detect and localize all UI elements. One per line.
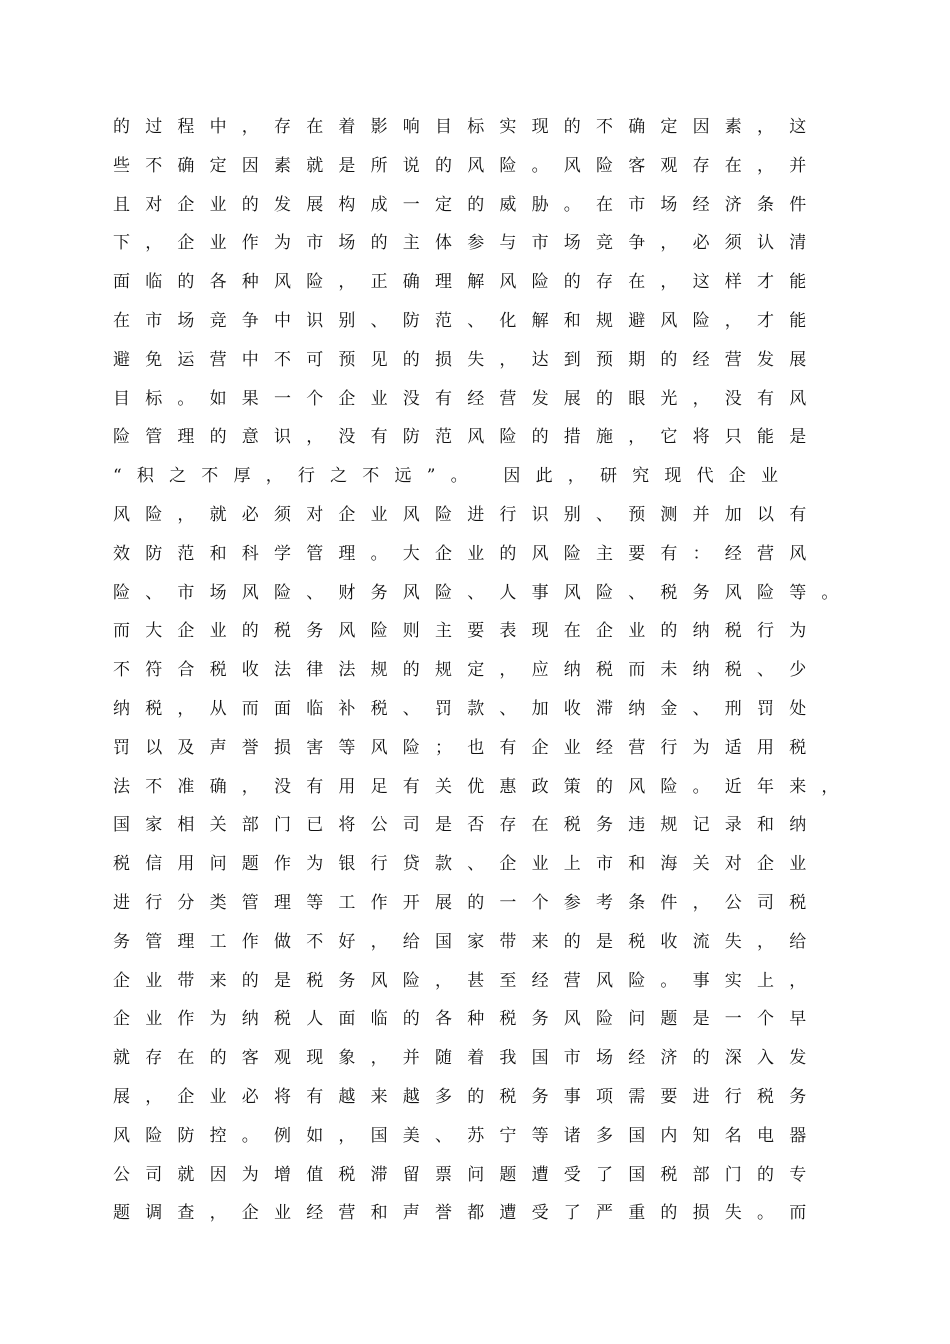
text-line: 险、市场风险、财务风险、人事风险、税务风险等。 bbox=[113, 582, 854, 603]
body-text bbox=[113, 112, 854, 1237]
text-line: 企业带来的是税务风险，甚至经营风险。事实上， bbox=[113, 970, 822, 991]
text-line: 纳税，从而面临补税、罚款、加收滞纳金、刑罚处 bbox=[113, 698, 822, 719]
text-line: 务管理工作做不好，给国家带来的是税收流失，给 bbox=[113, 931, 822, 952]
text-line: 国家相关部门已将公司是否存在税务违规记录和纳 bbox=[113, 815, 822, 836]
text-line: 罚以及声誉损害等风险；也有企业经营行为适用税 bbox=[113, 737, 822, 758]
text-line: 法不准确，没有用足有关优惠政策的风险。近年来， bbox=[113, 776, 854, 797]
text-line: 企业作为纳税人面临的各种税务风险问题是一个早 bbox=[113, 1009, 822, 1030]
text-line: 进行分类管理等工作开展的一个参考条件，公司税 bbox=[113, 892, 822, 913]
text-line: 的过程中，存在着影响目标实现的不确定因素，这 bbox=[113, 117, 822, 137]
text-line: 面临的各种风险，正确理解风险的存在，这样才能 bbox=[113, 272, 822, 293]
text-line: 且对企业的发展构成一定的威胁。在市场经济条件 bbox=[113, 194, 822, 215]
text-line: 就存在的客观现象，并随着我国市场经济的深入发 bbox=[113, 1048, 822, 1069]
text-line: 避免运营中不可预见的损失，达到预期的经营发展 bbox=[113, 349, 822, 370]
text-line: 税信用问题作为银行贷款、企业上市和海关对企业 bbox=[113, 854, 822, 875]
text-line: 风险防控。例如，国美、苏宁等诸多国内知名电器 bbox=[113, 1125, 822, 1146]
text-line: 些不确定因素就是所说的风险。风险客观存在，并 bbox=[113, 155, 822, 176]
text-line: 险管理的意识，没有防范风险的措施，它将只能是 bbox=[113, 427, 822, 448]
text-line: 风险，就必须对企业风险进行识别、预测并加以有 bbox=[113, 504, 822, 525]
text-line: 效防范和科学管理。大企业的风险主要有：经营风 bbox=[113, 543, 822, 564]
text-line: 公司就因为增值税滞留票问题遭受了国税部门的专 bbox=[113, 1164, 822, 1185]
text-line: 题调查，企业经营和声誉都遭受了严重的损失。而 bbox=[113, 1203, 822, 1224]
text-line: 目标。如果一个企业没有经营发展的眼光，没有风 bbox=[113, 388, 822, 409]
text-line: 不符合税收法律法规的规定，应纳税而未纳税、少 bbox=[113, 660, 822, 681]
text-line: “积之不厚，行之不远”。 因此，研究现代企业 bbox=[113, 466, 794, 487]
text-line: 而大企业的税务风险则主要表现在企业的纳税行为 bbox=[113, 621, 822, 642]
text-line: 展，企业必将有越来越多的税务事项需要进行税务 bbox=[113, 1086, 822, 1107]
text-line: 下，企业作为市场的主体参与市场竞争，必须认清 bbox=[113, 233, 822, 254]
text-line: 在市场竞争中识别、防范、化解和规避风险，才能 bbox=[113, 310, 822, 331]
